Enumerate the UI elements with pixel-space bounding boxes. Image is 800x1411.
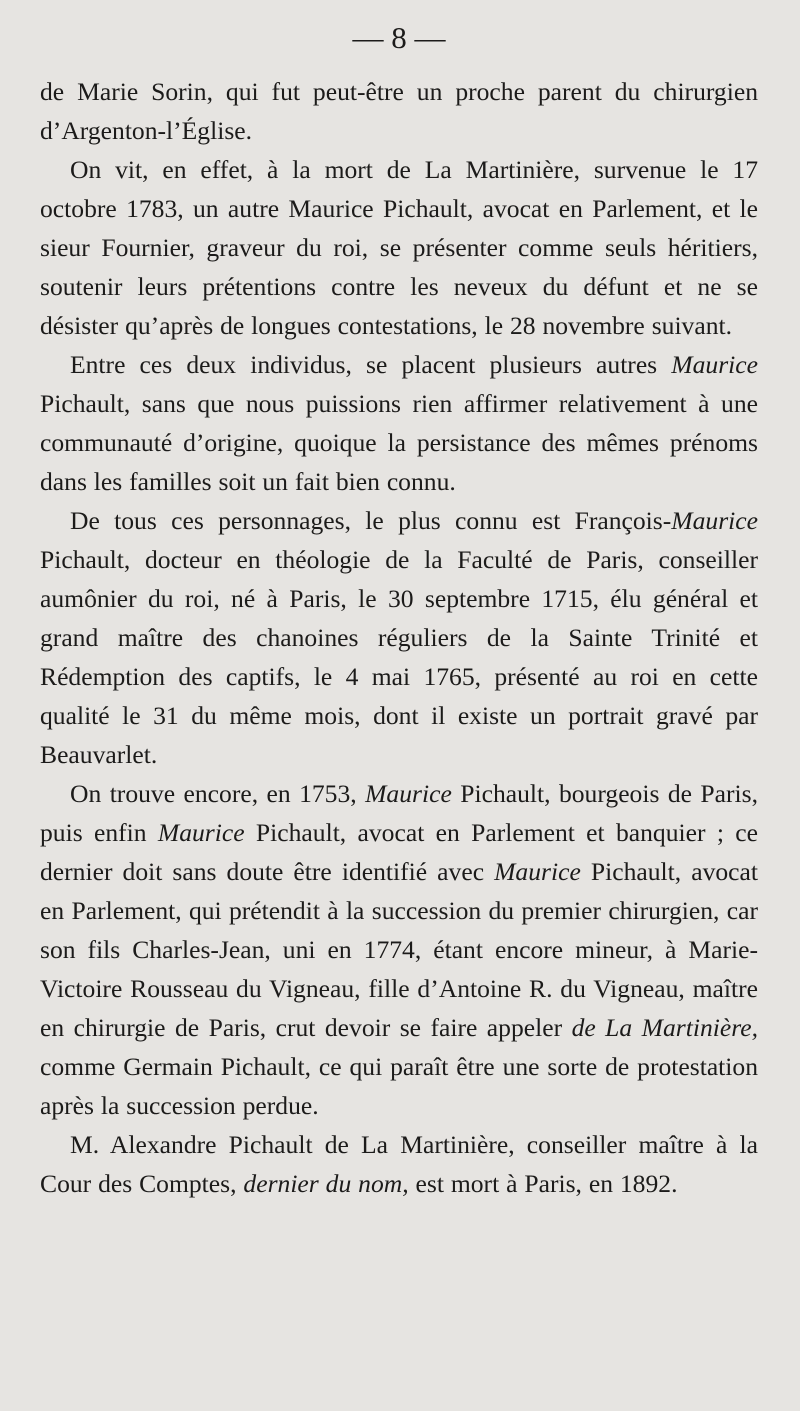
paragraph-text: Pichault, avocat en Parlement, qui prétendit à la succession du premier chirurgien, car son fils Charles-Jean, uni en 1774, étant encore mineur, à Marie-Victoire Rousseau du Vigneau, fille d’Antoine R. du Vigneau, maître en chirurgie de Paris, crut devoir se faire appeler [40,857,758,1042]
italic-name: de La Martinière, [571,1013,758,1042]
italic-name: Maurice [671,506,758,535]
paragraph-text: Entre ces deux individus, se placent plusieurs autres [70,350,672,379]
paragraph-text: On vit, en effet, à la mort de La Martinière, survenue le 17 octobre 1783, un autre Maurice Pichault, avocat en Parlement, et le sieur Fournier, graveur du roi, se présenter comme seuls héritiers, soutenir leurs prétentions contre les neveux du défunt et ne se désister qu’après de longues contestations, le 28 novembre suivant. [40,155,758,340]
paragraph-text: est mort à Paris, en 1892. [408,1169,678,1198]
paragraph-text: De tous ces personnages, le plus connu est François- [70,506,672,535]
paragraph-text: On trouve encore, en 1753, [70,779,366,808]
paragraph-text: de Marie Sorin, qui fut peut-être un proche parent du chirurgien d’Argenton-l’Église. [40,77,758,145]
paragraph-5 [40,774,758,1125]
paragraph-4 [40,501,758,774]
paragraph-text: Pichault, sans que nous puissions rien affirmer relativement à une communauté d’origine, quoique la persistance des mêmes prénoms dans les familles soit un fait bien connu. [40,389,758,496]
italic-name: Maurice [365,779,452,808]
paragraph-text: Pichault, avocat en Parlement et banquier ; ce dernier doit sans doute être identifié avec [40,818,758,886]
paragraph-1 [40,72,758,150]
italic-name: Maurice [671,350,758,379]
paragraph-6 [40,1125,758,1203]
italic-name: Maurice [157,818,245,847]
paragraph-text: M. Alexandre Pichault de La Martinière, conseiller maître à la Cour des Comptes, [40,1130,758,1198]
page-number: — 8 — [352,20,446,55]
italic-title: dernier du nom, [243,1169,409,1198]
italic-name: Maurice [494,857,581,886]
paragraph-2 [40,150,758,345]
paragraph-text: Pichault, bourgeois de Paris, puis enfin [40,779,759,847]
paragraph-text: Pichault, docteur en théologie de la Faculté de Paris, conseiller aumônier du roi, né à Paris, le 30 septembre 1715, élu général et grand maître des chanoines réguliers de la Sainte Trinité et Rédemption des captifs, le 4 mai 1765, présenté au roi en cette qualité le 31 du même mois, dont il existe un portrait gravé par Beauvarlet. [40,545,758,769]
paragraph-text: comme Germain Pichault, ce qui paraît être une sorte de protestation après la succession perdue. [40,1052,758,1120]
paragraph-3 [40,345,758,501]
